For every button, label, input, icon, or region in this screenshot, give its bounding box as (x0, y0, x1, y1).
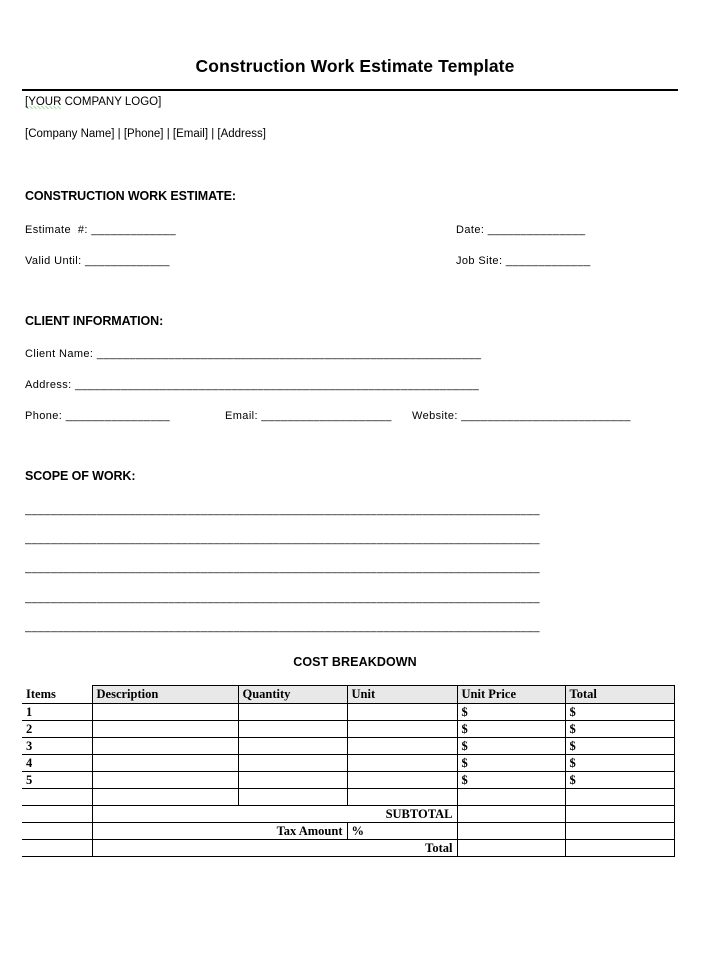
subtotal-unit-price-cell[interactable] (457, 806, 565, 823)
cell-quantity[interactable] (238, 789, 347, 806)
misspelled-word: [YOUR (25, 96, 62, 108)
table-row-subtotal (22, 806, 674, 823)
cell-unit-price[interactable]: $ (457, 772, 565, 789)
table-row (22, 738, 674, 755)
client-email-field[interactable]: Email: ____________________ (225, 410, 392, 422)
column-header-items: Items (22, 686, 92, 704)
table-row (22, 704, 674, 721)
grand-total-total-cell[interactable] (565, 840, 674, 857)
client-name-field[interactable]: Client Name: ___________________________________________________________ (25, 348, 482, 360)
column-header-unit-price: Unit Price (457, 686, 565, 704)
cell-unit[interactable] (347, 772, 457, 789)
cell-item-number (22, 789, 92, 806)
section-heading-estimate: CONSTRUCTION WORK ESTIMATE: (25, 189, 236, 203)
cell-unit-price[interactable]: $ (457, 704, 565, 721)
cell-quantity[interactable] (238, 755, 347, 772)
table-row (22, 789, 674, 806)
job-site-field[interactable]: Job Site: _____________ (456, 255, 591, 267)
cell-item-number: 4 (22, 755, 92, 772)
company-logo-placeholder-rest: COMPANY LOGO] (61, 96, 162, 108)
cost-breakdown-table (22, 685, 675, 857)
valid-until-field[interactable]: Valid Until: _____________ (25, 255, 170, 267)
cell-description[interactable] (92, 738, 238, 755)
cell-total[interactable]: $ (565, 704, 674, 721)
cell-unit[interactable] (347, 721, 457, 738)
cell-item-number: 2 (22, 721, 92, 738)
table-row-total (22, 840, 674, 857)
cell-unit-price[interactable]: $ (457, 721, 565, 738)
cell-total[interactable] (565, 789, 674, 806)
tax-unit-price-cell[interactable] (457, 823, 565, 840)
page-title: Construction Work Estimate Template (195, 56, 515, 76)
title-divider (22, 89, 678, 91)
cell-item-number: 1 (22, 704, 92, 721)
cell-quantity[interactable] (238, 721, 347, 738)
cell-spacer (22, 840, 92, 857)
cost-breakdown-heading: COST BREAKDOWN (293, 655, 417, 669)
estimate-number-field[interactable]: Estimate #: _____________ (25, 224, 177, 236)
grand-total-label: Total (92, 840, 457, 857)
column-header-description: Description (92, 686, 238, 704)
estimate-date-field[interactable]: Date: _______________ (456, 224, 586, 236)
table-row (22, 755, 674, 772)
table-row (22, 772, 674, 789)
section-heading-scope-of-work: SCOPE OF WORK: (25, 469, 136, 483)
company-logo-placeholder[interactable] (25, 96, 161, 108)
cell-unit-price[interactable]: $ (457, 755, 565, 772)
cell-description[interactable] (92, 704, 238, 721)
cell-spacer (22, 806, 92, 823)
cell-quantity[interactable] (238, 704, 347, 721)
scope-of-work-line[interactable]: _______________________________________________________________________________ (25, 562, 540, 574)
cell-description[interactable] (92, 789, 238, 806)
cell-description[interactable] (92, 772, 238, 789)
company-contact-placeholder[interactable]: [Company Name] | [Phone] | [Email] | [Address] (25, 128, 266, 140)
cell-unit-price[interactable] (457, 789, 565, 806)
cell-total[interactable]: $ (565, 755, 674, 772)
cost-breakdown-table-wrapper (22, 685, 674, 857)
cell-quantity[interactable] (238, 738, 347, 755)
client-website-field[interactable]: Website: __________________________ (412, 410, 631, 422)
cell-unit-price[interactable]: $ (457, 738, 565, 755)
cell-spacer (22, 823, 92, 840)
scope-of-work-line[interactable]: _______________________________________________________________________________ (25, 504, 540, 516)
subtotal-label: SUBTOTAL (92, 806, 457, 823)
cell-total[interactable]: $ (565, 772, 674, 789)
cell-unit[interactable] (347, 755, 457, 772)
scope-of-work-line[interactable]: _______________________________________________________________________________ (25, 621, 540, 633)
cell-quantity[interactable] (238, 772, 347, 789)
column-header-quantity: Quantity (238, 686, 347, 704)
column-header-unit: Unit (347, 686, 457, 704)
client-phone-field[interactable]: Phone: ________________ (25, 410, 171, 422)
cell-description[interactable] (92, 755, 238, 772)
client-address-field[interactable]: Address: ______________________________________________________________ (25, 379, 480, 391)
tax-percent-cell[interactable]: % (347, 823, 457, 840)
cell-item-number: 3 (22, 738, 92, 755)
cell-unit[interactable] (347, 704, 457, 721)
subtotal-total-cell[interactable] (565, 806, 674, 823)
tax-total-cell[interactable] (565, 823, 674, 840)
cell-item-number: 5 (22, 772, 92, 789)
table-row-tax (22, 823, 674, 840)
table-row (22, 721, 674, 738)
scope-of-work-line[interactable]: _______________________________________________________________________________ (25, 533, 540, 545)
cell-description[interactable] (92, 721, 238, 738)
table-header-row (22, 686, 674, 704)
scope-of-work-line[interactable]: _______________________________________________________________________________ (25, 592, 540, 604)
grand-total-unit-price-cell[interactable] (457, 840, 565, 857)
cell-total[interactable]: $ (565, 721, 674, 738)
tax-amount-label: Tax Amount (92, 823, 347, 840)
cell-total[interactable]: $ (565, 738, 674, 755)
column-header-total: Total (565, 686, 674, 704)
cell-unit[interactable] (347, 738, 457, 755)
section-heading-client-information: CLIENT INFORMATION: (25, 314, 164, 328)
cell-unit[interactable] (347, 789, 457, 806)
